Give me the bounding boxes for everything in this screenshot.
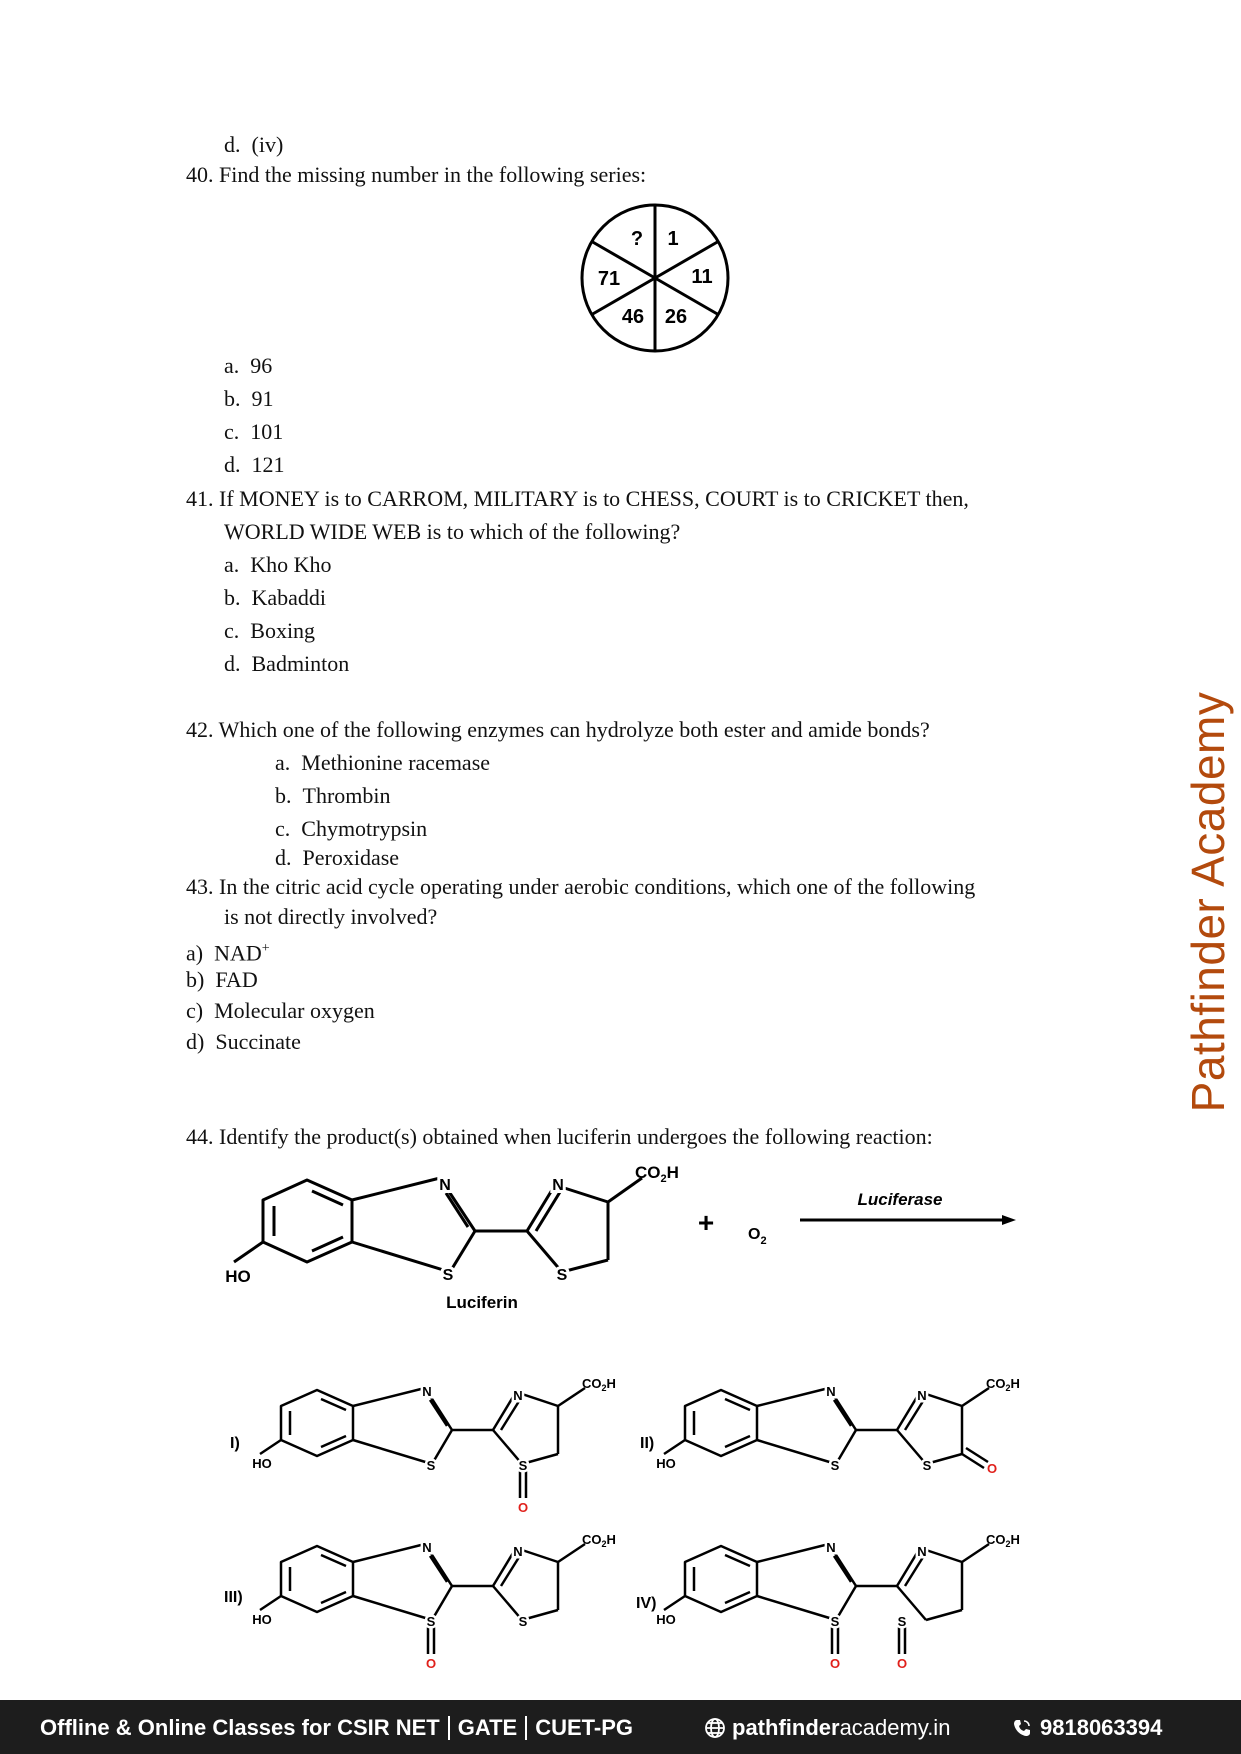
product-I-n1: N xyxy=(422,1384,432,1399)
wheel-cell-5: 71 xyxy=(597,268,621,290)
product-II-co2h: $CO_2H$ xyxy=(986,1376,1020,1393)
product-II-ho: HO xyxy=(656,1456,676,1471)
enzyme-label: Luciferase xyxy=(857,1190,943,1209)
q39-option-d: d. (iv) xyxy=(224,132,284,157)
product-III-n1: N xyxy=(422,1540,432,1555)
product-IV-co2h: $CO_2H$ xyxy=(986,1532,1020,1549)
product-II-oxygen: O xyxy=(986,1461,998,1476)
q42-option-d: d. Peroxidase xyxy=(275,845,400,870)
product-label-III: III) xyxy=(224,1589,243,1606)
product-I-s1: S xyxy=(426,1458,436,1473)
oxygen-reactant: $O_2$ xyxy=(748,1226,767,1247)
q43-option-c: c) Molecular oxygen xyxy=(186,998,375,1023)
q43-option-a: a) NAD+ xyxy=(186,940,270,966)
q43-option-b: b) FAD xyxy=(186,967,258,992)
q40-option-d: d. 121 xyxy=(224,452,285,477)
phone-icon xyxy=(1012,1718,1032,1738)
plus-sign: + xyxy=(697,1207,715,1238)
q42-option-b: b. Thrombin xyxy=(275,783,391,808)
footer-phone[interactable]: 9818063394 xyxy=(1012,1715,1162,1741)
product-I-ho: HO xyxy=(252,1456,272,1471)
product-label-IV: IV) xyxy=(636,1595,657,1612)
product-IV-structure xyxy=(624,1528,1024,1678)
product-label-II: II) xyxy=(640,1435,655,1452)
footer-banner xyxy=(0,1700,1241,1754)
q43-question-line2: is not directly involved? xyxy=(224,904,438,929)
product-I-s2: S xyxy=(518,1458,528,1473)
q40-question: 40. Find the missing number in the following series: xyxy=(186,162,647,187)
product-II-s2: S xyxy=(922,1458,932,1473)
wheel-cell-3: 26 xyxy=(664,306,688,328)
product-I-n2: N xyxy=(513,1388,523,1403)
wheel-cell-missing: ? xyxy=(630,228,644,250)
luciferin-n2: N xyxy=(552,1177,564,1194)
product-II-n1: N xyxy=(826,1384,836,1399)
footer-website[interactable]: pathfinderacademy.in xyxy=(704,1715,950,1741)
q44-question: 44. Identify the product(s) obtained when luciferin undergoes the following reaction: xyxy=(186,1124,933,1149)
q40-option-b: b. 91 xyxy=(224,386,274,411)
product-IV-ho: HO xyxy=(656,1612,676,1627)
luciferin-ho: HO xyxy=(225,1267,251,1286)
globe-icon xyxy=(704,1717,726,1739)
watermark-brand: Pathfinder Academy xyxy=(1182,691,1234,1113)
q40-option-a: a. 96 xyxy=(224,353,273,378)
q43-option-d: d) Succinate xyxy=(186,1029,301,1054)
product-III-n2: N xyxy=(513,1544,523,1559)
q42-question: 42. Which one of the following enzymes can hydrolyze both ester and amide bonds? xyxy=(186,717,930,742)
luciferin-co2h: $CO_2H$ xyxy=(635,1163,679,1185)
product-II-n2: N xyxy=(917,1388,927,1403)
product-IV-s1: S xyxy=(830,1614,840,1629)
product-label-I: I) xyxy=(230,1435,240,1452)
q42-option-a: a. Methionine racemase xyxy=(275,750,491,775)
footer-classes: Offline & Online Classes for CSIR NET GATE CUET-PG xyxy=(40,1715,634,1740)
product-IV-oxygen-2: O xyxy=(896,1656,908,1671)
product-I-oxygen: O xyxy=(517,1500,529,1515)
product-II-structure xyxy=(624,1372,1024,1522)
luciferin-label: Luciferin xyxy=(446,1293,518,1312)
product-IV-s2: S xyxy=(897,1614,907,1629)
q42-option-c: c. Chymotrypsin xyxy=(275,816,428,841)
luciferin-reaction-scheme xyxy=(225,1160,1030,1320)
q41-option-b: b. Kabaddi xyxy=(224,585,327,610)
product-II-s1: S xyxy=(830,1458,840,1473)
product-III-s1: S xyxy=(426,1614,436,1629)
product-III-ho: HO xyxy=(252,1612,272,1627)
product-IV-n1: N xyxy=(826,1540,836,1555)
q41-question-line2: WORLD WIDE WEB is to which of the following? xyxy=(224,519,681,544)
q41-question-line1: 41. If MONEY is to CARROM, MILITARY is to CHESS, COURT is to CRICKET then, xyxy=(186,486,969,511)
q40-option-c: c. 101 xyxy=(224,419,284,444)
luciferin-s1: S xyxy=(442,1267,454,1284)
q41-option-d: d. Badminton xyxy=(224,651,350,676)
product-I-structure xyxy=(220,1372,620,1522)
product-I-co2h: $CO_2H$ xyxy=(582,1376,616,1393)
product-IV-oxygen-1: O xyxy=(829,1656,841,1671)
product-III-co2h: $CO_2H$ xyxy=(582,1532,616,1549)
q41-option-c: c. Boxing xyxy=(224,618,316,643)
product-IV-n2: N xyxy=(917,1544,927,1559)
product-III-oxygen: O xyxy=(425,1656,437,1671)
luciferin-s2: S xyxy=(556,1267,568,1284)
product-III-structure xyxy=(220,1528,620,1678)
luciferin-n1: N xyxy=(439,1177,451,1194)
q43-question-line1: 43. In the citric acid cycle operating under aerobic conditions, which one of the following xyxy=(186,874,976,899)
wheel-cell-1: 1 xyxy=(667,228,679,250)
q41-option-a: a. Kho Kho xyxy=(224,552,332,577)
product-III-s2: S xyxy=(518,1614,528,1629)
wheel-cell-2: 11 xyxy=(691,266,713,288)
wheel-cell-4: 46 xyxy=(621,306,645,328)
q40-number-wheel xyxy=(575,198,735,358)
